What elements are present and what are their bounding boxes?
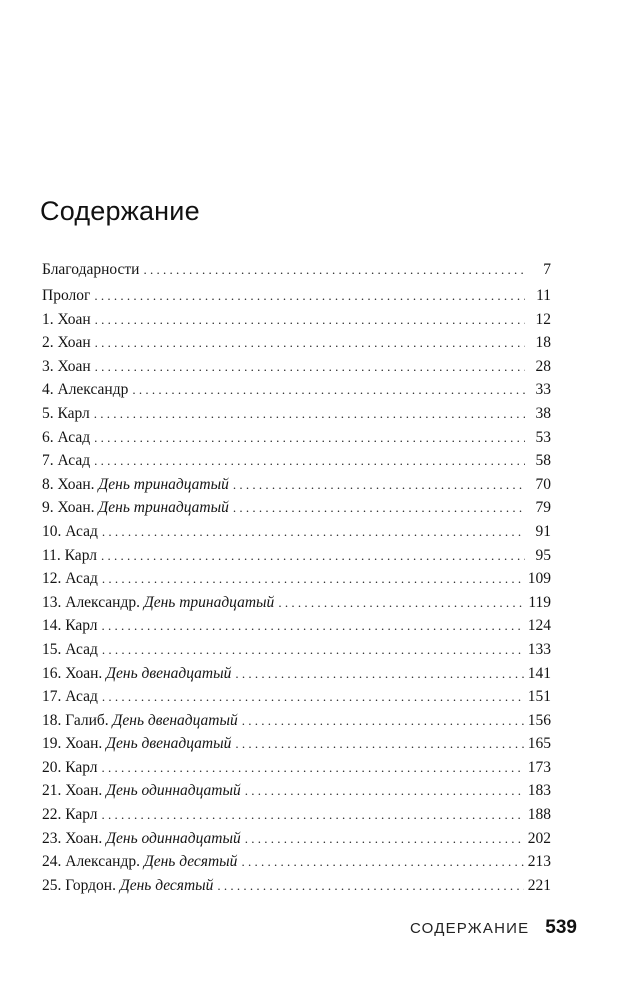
toc-entry-page: 156 (527, 711, 551, 729)
toc-entry-page: 119 (528, 593, 551, 611)
dot-leader (102, 520, 525, 544)
toc-entry-subtitle: День одиннадцатый (106, 829, 241, 847)
toc-entry-subtitle: День двенадцатый (106, 664, 232, 682)
toc-entry-label: 19. Хоан. (42, 735, 103, 753)
running-head: СОДЕРЖАНИЕ (409, 920, 530, 937)
toc-entry-label: 13. Александр. (42, 593, 140, 611)
dot-leader (102, 614, 524, 638)
dot-leader (94, 449, 525, 473)
toc-entry (42, 756, 551, 780)
toc-entry-label: 20. Карл (42, 758, 98, 776)
toc-entry-label: 9. Хоан. (42, 499, 95, 517)
dot-leader (245, 827, 524, 851)
toc-entry (42, 685, 551, 709)
toc-entry-text (42, 449, 94, 473)
toc-entry-page: 141 (527, 664, 551, 682)
toc-entry-page: 109 (527, 570, 551, 588)
toc-entry-text (42, 662, 235, 686)
toc-entry-text (42, 614, 102, 638)
toc-entry (42, 638, 551, 662)
dot-leader (102, 756, 524, 780)
dot-leader (102, 638, 524, 662)
toc-entry-text (42, 756, 102, 780)
toc-entry-page: 12 (535, 310, 551, 328)
toc-entry-text (42, 520, 102, 544)
toc-entry-text (42, 567, 102, 591)
toc-entry (42, 803, 551, 827)
toc-entry-label: 1. Хоан (42, 310, 91, 328)
toc-entry-page: 165 (527, 735, 551, 753)
toc-entry-text (42, 874, 217, 898)
toc-entry-page: 188 (527, 806, 551, 824)
toc-entry-subtitle: День тринадцатый (143, 593, 275, 611)
toc-entry-text (42, 284, 94, 308)
toc-entry-text (42, 426, 94, 450)
toc-entry (42, 874, 551, 898)
page-title: Содержание (40, 196, 200, 226)
toc-entry-text (42, 378, 132, 402)
toc-entry-label: 17. Асад (42, 688, 98, 706)
toc-entry-page: 18 (535, 334, 551, 352)
toc-entry-page: 202 (527, 829, 551, 847)
toc-entry-subtitle: День десятый (119, 876, 214, 894)
toc-entry-label: 16. Хоан. (42, 664, 103, 682)
toc-entry-label: 25. Гордон. (42, 876, 116, 894)
toc-entry (42, 827, 551, 851)
toc-entry (42, 402, 551, 426)
toc-entry (42, 449, 551, 473)
toc-entry-label: 21. Хоан. (42, 782, 103, 800)
dot-leader (242, 709, 524, 733)
toc-entry-page: 124 (527, 617, 551, 635)
toc-entry-text (42, 355, 95, 379)
toc-entry-text (42, 685, 102, 709)
toc-entry-label: 6. Асад (42, 428, 91, 446)
toc-entry-subtitle: День двенадцатый (112, 711, 238, 729)
page-number: 539 (545, 917, 577, 938)
dot-leader (233, 473, 525, 497)
page-footer (410, 917, 577, 939)
dot-leader (101, 544, 525, 568)
toc-entry-page: 221 (527, 876, 551, 894)
toc-entry-text (42, 709, 242, 733)
toc-entry-label: 11. Карл (42, 546, 97, 564)
toc-entry-text (42, 591, 278, 615)
toc-entry-page: 33 (535, 381, 551, 399)
toc-entry-label: 4. Александр (42, 381, 129, 399)
toc-entry-label: 10. Асад (42, 522, 98, 540)
toc-entry-page: 133 (527, 640, 551, 658)
toc-entry-page: 151 (527, 688, 551, 706)
toc-entry-page: 7 (543, 261, 551, 278)
toc-entry-label: Пролог (42, 287, 91, 304)
dot-leader (102, 685, 524, 709)
toc-entry-label: 8. Хоан. (42, 475, 95, 493)
toc-entry-subtitle: День тринадцатый (98, 499, 229, 517)
toc-entry-label: 3. Хоан (42, 357, 91, 375)
toc-entry (42, 426, 551, 450)
dot-leader (94, 284, 525, 308)
toc-entry-page: 70 (535, 475, 551, 493)
toc-entry-label: 22. Карл (42, 806, 98, 824)
toc-entry (42, 567, 551, 591)
toc-entry-label: 2. Хоан (42, 334, 91, 352)
toc-entry-label: 23. Хоан. (42, 829, 103, 847)
toc-entry-page: 38 (535, 404, 551, 422)
toc-entry-text (42, 850, 241, 874)
toc-entry (42, 850, 551, 874)
dot-leader (233, 496, 525, 520)
toc-entry-page: 58 (535, 452, 551, 470)
toc-entry (42, 473, 551, 497)
toc-entry-page: 79 (535, 499, 551, 517)
table-of-contents (42, 258, 551, 897)
toc-entry (42, 355, 551, 379)
toc-entry-page: 173 (527, 758, 551, 776)
toc-entry-page: 91 (535, 522, 551, 540)
dot-leader (132, 378, 525, 402)
toc-entry-text (42, 496, 233, 520)
toc-entry (42, 662, 551, 686)
toc-entry-page: 183 (527, 782, 551, 800)
toc-entry-text (42, 732, 235, 756)
toc-entry-page: 11 (536, 287, 551, 304)
toc-entry (42, 308, 551, 332)
toc-entry-subtitle: День тринадцатый (98, 475, 229, 493)
dot-leader (235, 732, 523, 756)
toc-entry-text (42, 308, 95, 332)
toc-entry-text (42, 402, 94, 426)
toc-entry (42, 614, 551, 638)
dot-leader (102, 803, 524, 827)
dot-leader (143, 258, 525, 282)
toc-entry-page: 53 (535, 428, 551, 446)
dot-leader (95, 331, 525, 355)
toc-entry-text (42, 331, 95, 355)
toc-entry-label: 5. Карл (42, 404, 90, 422)
toc-entry (42, 709, 551, 733)
toc-entry-label: 24. Александр. (42, 853, 140, 871)
toc-entry-label: 7. Асад (42, 452, 91, 470)
toc-entry-text (42, 638, 102, 662)
toc-entry-label: 15. Асад (42, 640, 98, 658)
toc-entry-text (42, 258, 143, 282)
toc-entry-text (42, 779, 245, 803)
toc-entry-subtitle: День двенадцатый (106, 735, 232, 753)
toc-entry-label: 12. Асад (42, 570, 98, 588)
toc-entry-text (42, 827, 245, 851)
dot-leader (94, 402, 525, 426)
toc-entry-subtitle: День десятый (143, 853, 238, 871)
toc-entry (42, 732, 551, 756)
dot-leader (95, 308, 525, 332)
toc-entry (42, 779, 551, 803)
toc-entry (42, 258, 551, 284)
toc-entry-text (42, 473, 233, 497)
toc-entry-text (42, 803, 102, 827)
dot-leader (241, 850, 523, 874)
toc-entry-label: Благодарности (42, 261, 140, 278)
toc-entry-page: 213 (527, 853, 551, 871)
toc-entry (42, 496, 551, 520)
toc-entry (42, 520, 551, 544)
toc-entry-subtitle: День одиннадцатый (106, 782, 241, 800)
toc-entry (42, 284, 551, 308)
toc-entry-page: 28 (535, 357, 551, 375)
dot-leader (245, 779, 524, 803)
toc-entry (42, 544, 551, 568)
dot-leader (102, 567, 524, 591)
dot-leader (95, 355, 525, 379)
toc-entry (42, 378, 551, 402)
toc-entry-page: 95 (535, 546, 551, 564)
toc-entry-text (42, 544, 101, 568)
dot-leader (235, 662, 523, 686)
dot-leader (217, 874, 523, 898)
dot-leader (278, 591, 524, 615)
toc-entry-label: 14. Карл (42, 617, 98, 635)
toc-entry-label: 18. Галиб. (42, 711, 109, 729)
toc-entry (42, 591, 551, 615)
dot-leader (94, 426, 525, 450)
toc-entry (42, 331, 551, 355)
